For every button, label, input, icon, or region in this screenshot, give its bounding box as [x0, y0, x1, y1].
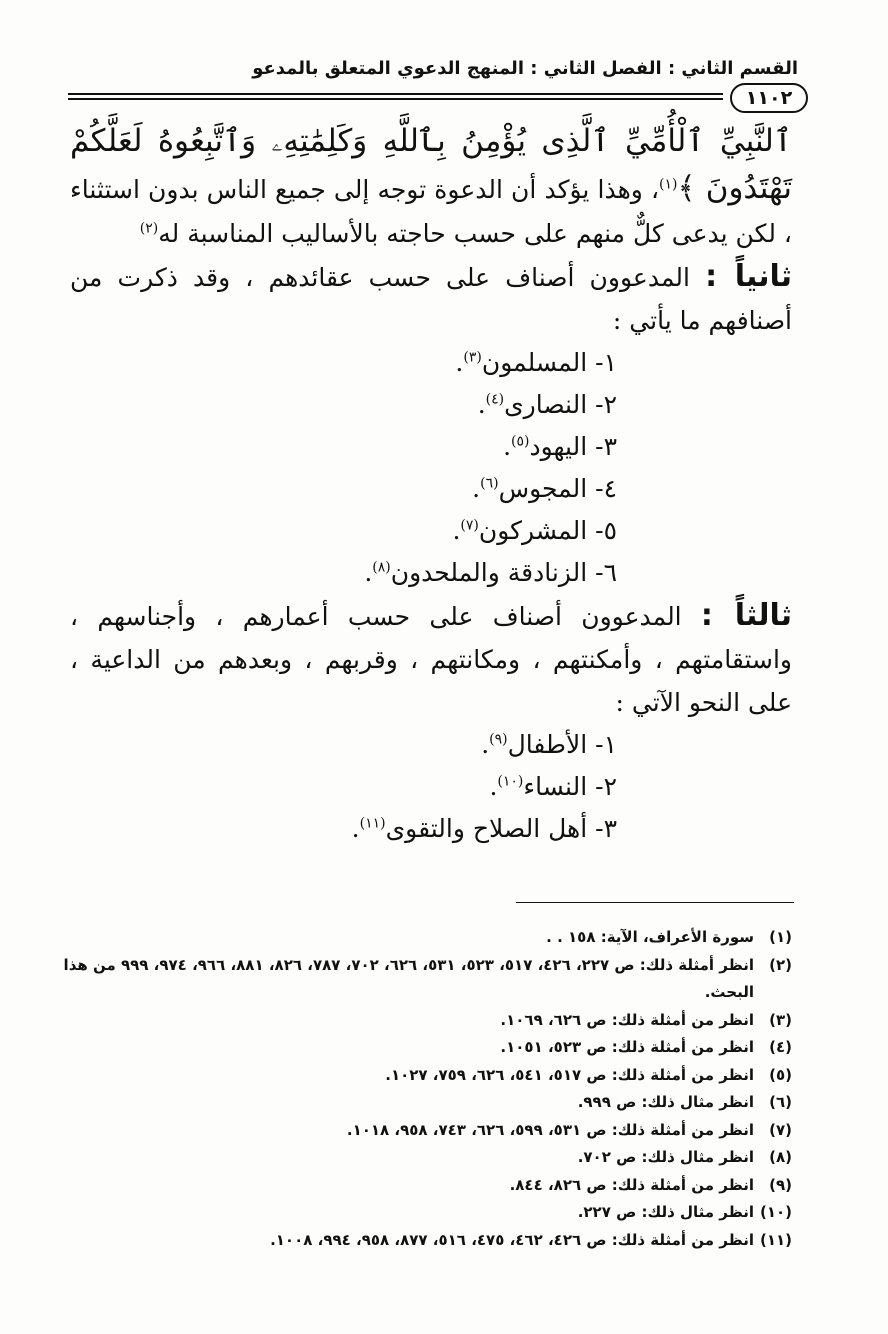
footnote: (٩) انظر من أمثلة ذلك: ص ٨٢٦، ٨٤٤. — [509, 1175, 792, 1194]
footnote: (٧) انظر من أمثلة ذلك: ص ٥٣١، ٥٩٩، ٦٢٦، ٧٤٣، ٩٥٨، ١٠١٨. — [346, 1120, 792, 1139]
verse-paragraph — [70, 118, 792, 255]
footnote: (٢) انظر أمثلة ذلك: ص ٢٢٧، ٤٢٦، ٥١٧، ٥٢٣، ٥٣١، ٦٢٦، ٧٠٢، ٧٨٧، ٨٢٦، ٨٨١، ٩٦٦، ٩٧٤، ٩٩٩ من هذا البحث. — [63, 955, 792, 1001]
footnote-ref: (٢) — [139, 220, 159, 237]
footnote: (٣) انظر من أمثلة ذلك: ص ٦٢٦، ١٠٦٩. — [500, 1010, 792, 1029]
paragraph-text: ، وهذا يؤكد أن الدعوة توجه إلى جميع الناس بدون استثناء ، لكن يدعى كلٌّ منهم على حسب حاجته بالأساليب المناسبة له — [70, 175, 792, 248]
list-item: ٢- النساء$^{(١٠)}$. — [489, 772, 617, 801]
footnote-ref: (١) — [659, 176, 678, 193]
footnote: (١٠) انظر مثال ذلك: ص ٢٢٧. — [577, 1203, 792, 1221]
section-text: المدعوون أصناف على حسب أعمارهم ، وأجناسهم ، واستقامتهم ، وأمكنتهم ، ومكانتهم ، وقربهم ، وبعدهم من الداعية ، على النحو الآتي : — [70, 602, 792, 717]
footnote: (١١) انظر من أمثلة ذلك: ص ٤٢٦، ٤٦٢، ٤٧٥، ٥١٦، ٨٧٧، ٩٥٨، ٩٩٤، ١٠٠٨. — [270, 1230, 792, 1249]
list-item: ١- المسلمون$^{(٣)}$. — [455, 348, 617, 377]
list-item: ٣- أهل الصلاح والتقوى$^{(١١)}$. — [351, 814, 617, 843]
footnote: (٦) انظر مثال ذلك: ص ٩٩٩. — [577, 1093, 792, 1111]
footnote: (١) سورة الأعراف، الآية: ١٥٨ . . — [546, 928, 792, 946]
section-third — [70, 594, 792, 724]
main-text — [70, 118, 792, 850]
footnote: (٨) انظر مثال ذلك: ص ٧٠٢. — [577, 1148, 792, 1166]
header-rule — [68, 93, 723, 100]
footnote: (٤) انظر من أمثلة ذلك: ص ٥٢٣، ١٠٥١. — [500, 1038, 792, 1056]
page-number: ١١٠٢ — [730, 83, 808, 113]
list-item: ٦- الزنادقة والملحدون$^{(٨)}$. — [364, 558, 617, 587]
section-heading: ثانياً : — [705, 259, 793, 294]
section-text: المدعوون أصناف على حسب عقائدهم ، وقد ذكرت من أصنافهم ما يأتي : — [70, 263, 792, 335]
list-item: ٥- المشركون$^{(٧)}$. — [452, 516, 617, 545]
list-item: ٣- اليهود$^{(٥)}$. — [503, 432, 617, 461]
footnotes — [60, 924, 792, 1254]
section-second — [70, 255, 792, 342]
belief-categories-list — [70, 342, 792, 594]
list-item: ٢- النصارى$^{(٤)}$. — [477, 390, 617, 419]
running-header: القسم الثاني : الفصل الثاني : المنهج الدعوي المتعلق بالمدعو — [252, 58, 798, 79]
footnote: (٥) انظر من أمثلة ذلك: ص ٥١٧، ٥٤١، ٦٢٦، ٧٥٩، ١٠٢٧. — [385, 1065, 792, 1084]
age-categories-list — [70, 724, 792, 850]
quran-verse: ٱلنَّبِيِّ ٱلْأُمِّيِّ ٱلَّذِى يُؤْمِنُ بِٱللَّهِ وَكَلِمَٰتِهِۦ وَٱتَّبِعُوهُ لَعَلَّكُمْ تَهْتَدُونَ ﴾ — [70, 123, 792, 206]
list-item: ١- الأطفال$^{(٩)}$. — [481, 730, 617, 759]
section-heading: ثالثاً : — [700, 598, 792, 633]
footnote-separator — [516, 902, 794, 903]
list-item: ٤- المجوس$^{(٦)}$. — [472, 474, 617, 503]
